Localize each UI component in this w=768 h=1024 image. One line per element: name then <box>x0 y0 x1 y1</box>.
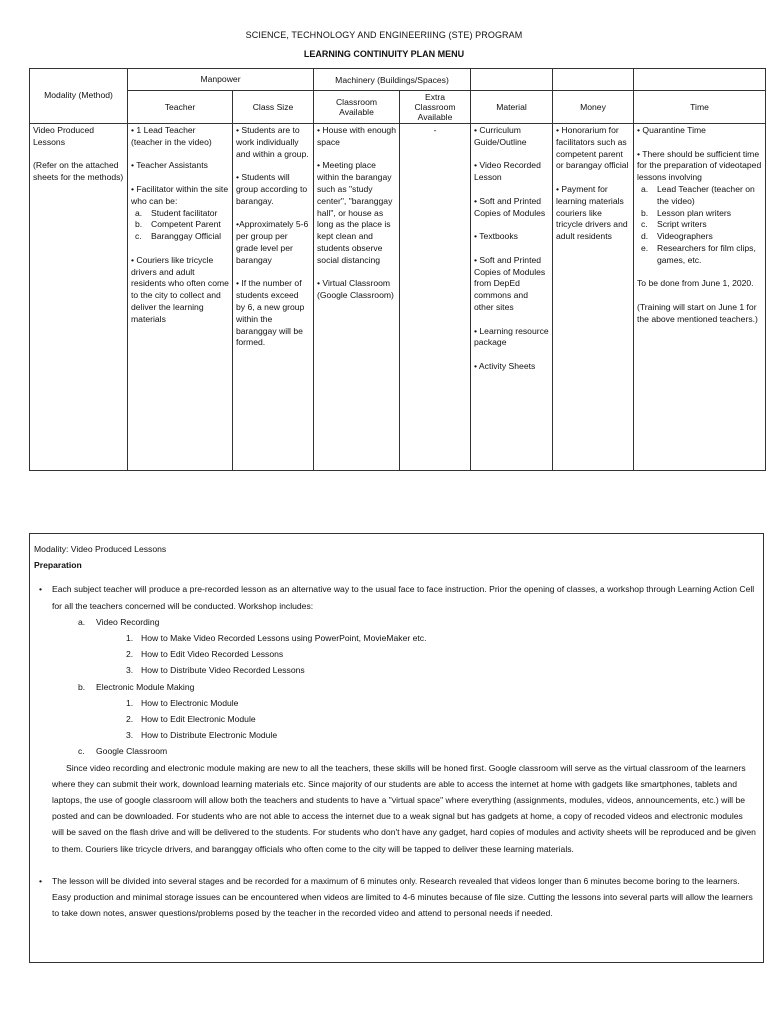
teacher-item: • Teacher Assistants <box>131 160 208 171</box>
teacher-item: • Couriers like tricycle drivers and adult residents who often come to the city to collect and deliver the learning materials <box>131 254 229 324</box>
header-teacher: Teacher <box>128 91 233 124</box>
teacher-item: • 1 Lead Teacher (teacher in the video) <box>131 125 212 147</box>
workshop-item: b. Electronic Module Making <box>78 681 195 692</box>
header-modality: Modality (Method) <box>30 69 128 124</box>
section-paragraph: Since video recording and electronic module making are new to all the teachers, these skills will be honed first. Google classroom will serve as the virtual classroom of the learners where they can submit their work, download learning materials etc. Since majority of our students are able to access the internet at home with gadgets like smartphones, tablets and laptops, the use of google classroom will allow both the teachers and students to have a "virtual space" where everything (assignments, modules, videos, announcements, etc.) will be posted and can be downloaded. For students who are not able to access the internet due to a weak signal but has gadgets at home, a copy of recoded videos and electronic modules will be saved on the flash drive and will be delivered to the students. For students who don't have any gadget, hard copies of modules and activity sheets will be reproduced and be given to them. Couriers like tricycle drivers, and baranggay officials who often come to the city will be tapped to deliver these learning materials. <box>52 762 756 854</box>
extra-classroom-value: - <box>433 125 437 135</box>
header-empty-1 <box>471 69 553 91</box>
header-manpower: Manpower <box>128 69 314 91</box>
class-size-item: • If the number of students exceed by 6, a new group within the baranggay will be formed. <box>236 278 305 348</box>
bullet-icon: • <box>39 875 43 886</box>
bullet-text: Each subject teacher will produce a pre-recorded lesson as an alternative way to the usual face to face instruction. Prior the opening of classes, a workshop through Learning Action Cell for all the teachers concerned will be conducted. Workshop includes: <box>52 584 755 611</box>
document-title: SCIENCE, TECHNOLOGY AND ENGINEERIING (STE) PROGRAM <box>245 30 523 40</box>
material-item: • Soft and Printed Copies of Modules from DepEd commons and other sites <box>474 254 546 312</box>
header-empty-2 <box>553 69 634 91</box>
time-item: • There should be sufficient time for the preparation of videotaped lessons involving <box>637 148 762 183</box>
teacher-sub-item: b. Competent Parent <box>135 219 221 230</box>
workshop-sub-item: 2. How to Edit Electronic Module <box>126 714 256 725</box>
header-empty-3 <box>634 69 766 91</box>
teacher-sub-item: c. Baranggay Official <box>135 231 222 242</box>
teacher-item: • Facilitator within the site who can be: <box>131 183 229 206</box>
class-size-item: • Students are to work individually and within a group. <box>236 125 309 159</box>
cell-extra-classroom <box>400 124 471 471</box>
header-class-size: Class Size <box>233 91 314 124</box>
material-item: • Learning resource package <box>474 325 549 348</box>
cell-classroom <box>314 124 400 471</box>
modality-name: Video Produced Lessons <box>33 125 94 147</box>
header-time: Time <box>634 91 766 124</box>
cell-class-size <box>233 124 314 471</box>
header-money: Money <box>553 91 634 124</box>
header-classroom-available: Classroom Available <box>314 91 400 124</box>
cell-teacher <box>128 124 233 471</box>
time-note: To be done from June 1, 2020. <box>637 278 754 289</box>
header-material: Material <box>471 91 553 124</box>
bullet-text: The lesson will be divided into several stages and be recorded for a maximum of 6 minutes only. Research revealed that videos longer than 6 minutes become boring to the learners. Easy production and minimal storage issues can be encountered when videos are limited to 4-6 minutes because of file size. Cutting the lessons into several parts will allow the learners to take down notes, answer questions/problems posed by the teacher in the recorded video and attend to personal needs if needed. <box>52 875 753 919</box>
time-item: • Quarantine Time <box>637 125 706 135</box>
time-sub-item: c. Script writers <box>641 219 707 230</box>
section-heading: Preparation <box>34 560 82 571</box>
material-item: • Textbooks <box>474 231 518 242</box>
workshop-sub-item: 3. How to Distribute Video Recorded Lessons <box>126 665 305 676</box>
cell-time <box>634 124 766 471</box>
bullet-icon: • <box>39 584 43 595</box>
class-size-item: • Students will group according to barangay. <box>236 172 308 206</box>
cell-money <box>553 124 634 471</box>
cell-modality <box>30 124 128 471</box>
teacher-sub-item: a. Student facilitator <box>135 207 218 218</box>
material-item: • Activity Sheets <box>474 360 536 371</box>
material-item: • Curriculum Guide/Outline <box>474 125 527 147</box>
cell-material <box>471 124 553 471</box>
time-sub-item: d. Videographers <box>641 231 713 242</box>
time-note: (Training will start on June 1 for the above mentioned teachers.) <box>637 301 758 324</box>
workshop-sub-item: 2. How to Edit Video Recorded Lessons <box>126 649 284 660</box>
classroom-item: • Meeting place within the barangay such as "study center", "baranggay hall", or house as long as the place is kept clean and students observe social distancing <box>317 160 393 265</box>
header-extra-classroom: Extra Classroom Available <box>400 91 471 124</box>
bullet-item <box>34 581 757 613</box>
classroom-item: • House with enough space <box>317 125 396 147</box>
document-subtitle: LEARNING CONTINUITY PLAN MENU <box>303 49 465 59</box>
time-sub-item: e. Researchers for film clips, games, etc. <box>641 242 756 265</box>
workshop-item: c. Google Classroom <box>78 746 168 757</box>
classroom-item: • Virtual Classroom (Google Classroom) <box>317 278 394 301</box>
time-sub-item: b. Lesson plan writers <box>641 207 732 218</box>
workshop-sub-item: 1. How to Electronic Module <box>126 697 239 708</box>
time-sub-item: a. Lead Teacher (teacher on the video) <box>641 183 755 206</box>
section-modality: Modality: Video Produced Lessons <box>34 544 167 554</box>
learning-plan-table <box>29 68 766 471</box>
preparation-section <box>29 533 764 963</box>
material-item: • Soft and Printed Copies of Modules <box>474 195 546 218</box>
money-item: • Payment for learning materials couriers like tricycle drivers and adult residents <box>556 183 628 242</box>
money-item: • Honorarium for facilitators such as competent parent or barangay official <box>556 125 629 171</box>
header-machinery: Machinery (Buildings/Spaces) <box>314 69 471 91</box>
bullet-item <box>34 873 757 922</box>
class-size-item: •Approximately 5-6 per group per grade level per barangay <box>236 219 309 265</box>
workshop-sub-item: 1. How to Make Video Recorded Lessons using PowerPoint, MovieMaker etc. <box>126 633 427 644</box>
workshop-sub-item: 3. How to Distribute Electronic Module <box>126 730 278 741</box>
material-item: • Video Recorded Lesson <box>474 160 541 183</box>
workshop-item: a. Video Recording <box>78 616 160 627</box>
modality-note: (Refer on the attached sheets for the methods) <box>33 160 124 183</box>
